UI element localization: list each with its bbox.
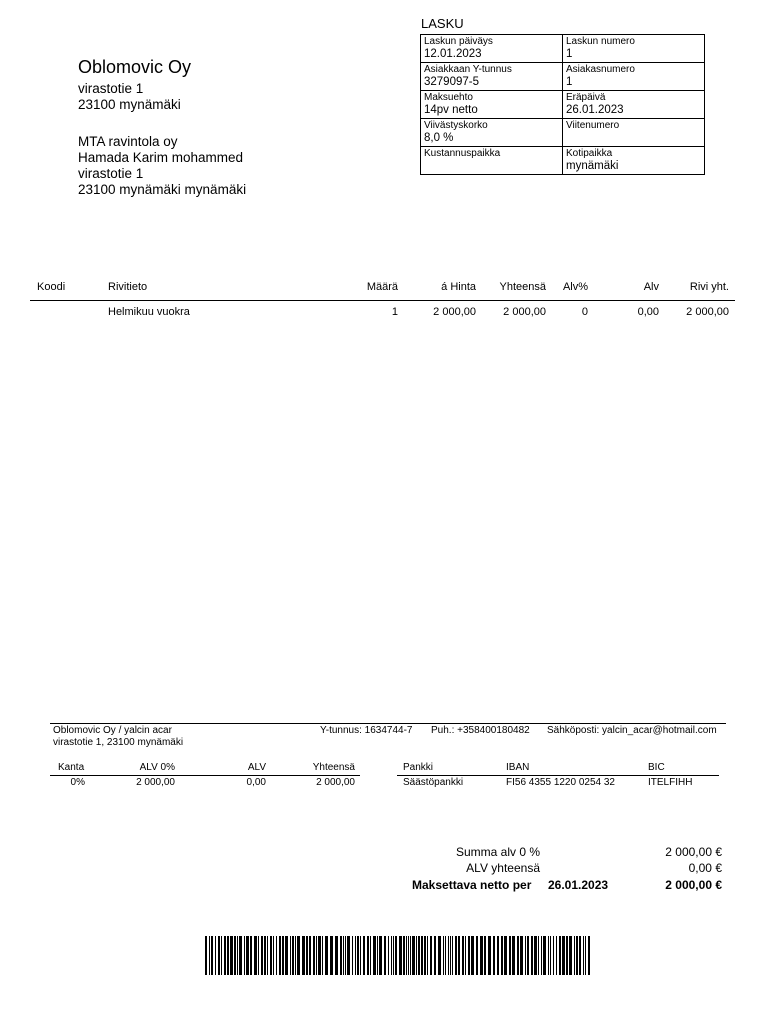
bank-iban: FI56 4355 1220 0254 32	[506, 777, 615, 788]
barcode-bar	[471, 936, 474, 975]
barcode-bar	[234, 936, 236, 975]
barcode-bar	[588, 936, 590, 975]
barcode-bar	[462, 936, 464, 975]
barcode-bar	[355, 936, 356, 975]
barcode-bar	[550, 936, 551, 975]
barcode-bar	[395, 936, 397, 975]
barcode-bar	[421, 936, 423, 975]
barcode-bar	[543, 936, 546, 975]
barcode-bar	[345, 936, 346, 975]
barcode	[205, 936, 590, 975]
barcode-bar	[418, 936, 420, 975]
buyer-street: virastotie 1	[78, 166, 144, 181]
barcode-bar	[562, 936, 565, 975]
barcode-bar	[276, 936, 277, 975]
barcode-bar	[309, 936, 311, 975]
barcode-bar	[424, 936, 426, 975]
vat-col-rate: Kanta	[58, 762, 85, 773]
vat-col-base: ALV 0%	[139, 762, 175, 773]
barcode-bar	[335, 936, 338, 975]
barcode-bar	[282, 936, 284, 975]
barcode-bar	[548, 936, 549, 975]
barcode-bar	[384, 936, 386, 975]
barcode-bar	[363, 936, 365, 975]
barcode-bar	[295, 936, 296, 975]
footer-company	[53, 725, 183, 749]
info-cell-due-date: Eräpäivä 26.01.2023	[563, 91, 705, 119]
vat-base: 2 000,00	[136, 777, 175, 788]
barcode-bar	[445, 936, 446, 975]
barcode-bar	[410, 936, 411, 975]
barcode-bar	[520, 936, 523, 975]
buyer-city: 23100 mynämäki mynämäki	[78, 182, 247, 197]
barcode-bar	[254, 936, 257, 975]
barcode-bar	[330, 936, 333, 975]
barcode-bar	[468, 936, 470, 975]
bank-name: Säästöpankki	[403, 777, 464, 788]
vat-col-total: Yhteensä	[312, 762, 355, 773]
barcode-bar	[438, 936, 441, 975]
footer-phone: Puh.: +358400180482	[431, 725, 530, 736]
barcode-bar	[416, 936, 417, 975]
payable-date: 26.01.2023	[548, 878, 609, 892]
barcode-bar	[209, 936, 210, 975]
barcode-bar	[448, 936, 449, 975]
barcode-bar	[258, 936, 259, 975]
footer-ytunnus: Y-tunnus: 1634744-7	[320, 725, 413, 736]
barcode-bar	[316, 936, 317, 975]
barcode-bar	[509, 936, 511, 975]
barcode-bar	[388, 936, 389, 975]
barcode-bar	[379, 936, 382, 975]
barcode-bar	[527, 936, 529, 975]
barcode-bar	[285, 936, 288, 975]
bank-col-iban: IBAN	[506, 762, 530, 773]
barcode-bar	[211, 936, 213, 975]
barcode-bar	[443, 936, 444, 975]
barcode-bar	[399, 936, 402, 975]
barcode-bar	[318, 936, 321, 975]
barcode-bar	[221, 936, 222, 975]
barcode-bar	[367, 936, 369, 975]
barcode-bar	[224, 936, 226, 975]
barcode-bar	[450, 936, 451, 975]
barcode-bar	[261, 936, 263, 975]
barcode-bar	[273, 936, 274, 975]
vat-summary-header	[50, 762, 360, 776]
barcode-bar	[302, 936, 305, 975]
col-quantity: Määrä	[366, 281, 398, 293]
barcode-bar	[322, 936, 323, 975]
bank-col-bank: Pankki	[403, 762, 434, 773]
barcode-bar	[239, 936, 242, 975]
barcode-bar	[427, 936, 428, 975]
info-cell-customer-number: Asiakasnumero 1	[563, 63, 705, 91]
buyer-company: MTA ravintola oy	[78, 134, 178, 149]
barcode-bar	[313, 936, 315, 975]
barcode-bar	[290, 936, 291, 975]
buyer-contact: Hamada Karim mohammed	[78, 150, 244, 165]
barcode-bar	[377, 936, 378, 975]
barcode-bar	[340, 936, 342, 975]
buyer-address-block	[78, 134, 246, 198]
barcode-bar	[476, 936, 478, 975]
col-code: Koodi	[37, 281, 66, 293]
sum-value: 2 000,00 €	[665, 845, 722, 859]
col-unit-price: á Hinta	[441, 281, 476, 293]
barcode-bar	[512, 936, 515, 975]
barcode-bar	[566, 936, 568, 975]
barcode-bar	[585, 936, 586, 975]
barcode-bar	[430, 936, 432, 975]
barcode-bar	[370, 936, 371, 975]
barcode-bar	[504, 936, 507, 975]
barcode-bar	[574, 936, 575, 975]
barcode-bar	[556, 936, 557, 975]
item-quantity: 1	[391, 306, 398, 318]
col-description: Rivitieto	[108, 281, 148, 293]
vat-total: 2 000,00	[316, 777, 355, 788]
barcode-bar	[553, 936, 554, 975]
info-cell-domicile: Kotipaikka mynämäki	[563, 147, 705, 175]
barcode-bar	[292, 936, 294, 975]
seller-name: Oblomovic Oy	[78, 57, 192, 77]
barcode-bar	[583, 936, 584, 975]
barcode-bar	[267, 936, 268, 975]
col-vat-percent: Alv%	[562, 281, 588, 293]
info-cell-reference-number: Viitenumero	[563, 119, 705, 147]
items-table-header	[30, 281, 735, 301]
barcode-bar	[391, 936, 392, 975]
barcode-bar	[534, 936, 537, 975]
barcode-bar	[230, 936, 233, 975]
barcode-bar	[403, 936, 405, 975]
item-vat: 0,00	[637, 306, 659, 318]
item-vat-percent: 0	[581, 306, 588, 318]
barcode-bar	[458, 936, 460, 975]
barcode-bar	[488, 936, 491, 975]
barcode-bar	[373, 936, 376, 975]
barcode-bar	[579, 936, 581, 975]
vat-summary-row	[50, 777, 360, 790]
bank-row	[397, 777, 719, 790]
item-total: 2 000,00	[503, 306, 546, 318]
invoice-info-box	[420, 34, 705, 175]
barcode-bar	[306, 936, 308, 975]
item-description: Helmikuu vuokra	[108, 306, 190, 318]
info-cell-invoice-number: Laskun numero 1	[563, 35, 705, 63]
barcode-bar	[484, 936, 486, 975]
barcode-bar	[218, 936, 220, 975]
info-cell-penalty-interest: Viivästyskorko 8,0 %	[421, 119, 563, 147]
barcode-bar	[412, 936, 415, 975]
barcode-bar	[270, 936, 272, 975]
barcode-bar	[250, 936, 252, 975]
barcode-bar	[215, 936, 216, 975]
vat-total-value: 0,00 €	[688, 861, 722, 875]
barcode-bar	[264, 936, 266, 975]
barcode-bar	[434, 936, 436, 975]
vat-total-label: ALV yhteensä	[466, 861, 540, 875]
barcode-bar	[408, 936, 409, 975]
barcode-bar	[531, 936, 533, 975]
invoice-title: LASKU	[421, 16, 464, 31]
barcode-bar	[325, 936, 328, 975]
barcode-bar	[501, 936, 503, 975]
barcode-bar	[297, 936, 300, 975]
payable-value: 2 000,00 €	[665, 878, 722, 892]
barcode-bar	[493, 936, 495, 975]
vat-rate: 0%	[70, 777, 85, 788]
table-row	[30, 306, 735, 322]
footer-divider	[50, 723, 726, 724]
info-cell-invoice-date: Laskun päiväys 12.01.2023	[421, 35, 563, 63]
col-total: Yhteensä	[499, 281, 546, 293]
barcode-bar	[343, 936, 344, 975]
barcode-bar	[455, 936, 457, 975]
footer-address-line: virastotie 1, 23100 mynämäki	[53, 737, 184, 748]
barcode-bar	[541, 936, 542, 975]
info-cell-payment-terms: Maksuehto 14pv netto	[421, 91, 563, 119]
barcode-bar	[538, 936, 539, 975]
item-unit-price: 2 000,00	[433, 306, 476, 318]
barcode-bar	[227, 936, 229, 975]
barcode-bar	[357, 936, 359, 975]
barcode-bar	[406, 936, 407, 975]
footer-email: Sähköposti: yalcin_acar@hotmail.com	[547, 725, 717, 736]
info-cell-customer-ytunnus: Asiakkaan Y-tunnus 3279097-5	[421, 63, 563, 91]
item-row-total: 2 000,00	[686, 306, 729, 318]
barcode-bar	[452, 936, 453, 975]
barcode-bar	[352, 936, 353, 975]
vat-amount: 0,00	[246, 777, 266, 788]
barcode-bar	[569, 936, 572, 975]
col-row-total: Rivi yht.	[689, 281, 729, 293]
barcode-bar	[576, 936, 578, 975]
payable-label: Maksettava netto per	[412, 878, 532, 892]
barcode-bar	[480, 936, 483, 975]
footer-company-line: Oblomovic Oy / yalcin acar	[53, 725, 172, 736]
barcode-bar	[237, 936, 238, 975]
barcode-bar	[393, 936, 394, 975]
vat-col-vat: ALV	[247, 762, 266, 773]
barcode-bar	[465, 936, 466, 975]
bank-col-bic: BIC	[648, 762, 665, 773]
seller-city: 23100 mynämäki	[78, 97, 181, 112]
col-vat: Alv	[643, 281, 659, 293]
seller-street: virastotie 1	[78, 81, 144, 96]
barcode-bar	[525, 936, 526, 975]
barcode-bar	[347, 936, 350, 975]
barcode-bar	[244, 936, 245, 975]
bank-header	[397, 762, 719, 776]
barcode-bar	[517, 936, 519, 975]
barcode-bar	[360, 936, 361, 975]
barcode-bar	[205, 936, 207, 975]
barcode-bar	[497, 936, 499, 975]
barcode-bar	[279, 936, 281, 975]
bank-bic: ITELFIHH	[648, 777, 693, 788]
sum-label: Summa alv 0 %	[455, 845, 540, 859]
barcode-bar	[559, 936, 561, 975]
barcode-bar	[246, 936, 249, 975]
info-cell-cost-center: Kustannuspaikka	[421, 147, 563, 175]
